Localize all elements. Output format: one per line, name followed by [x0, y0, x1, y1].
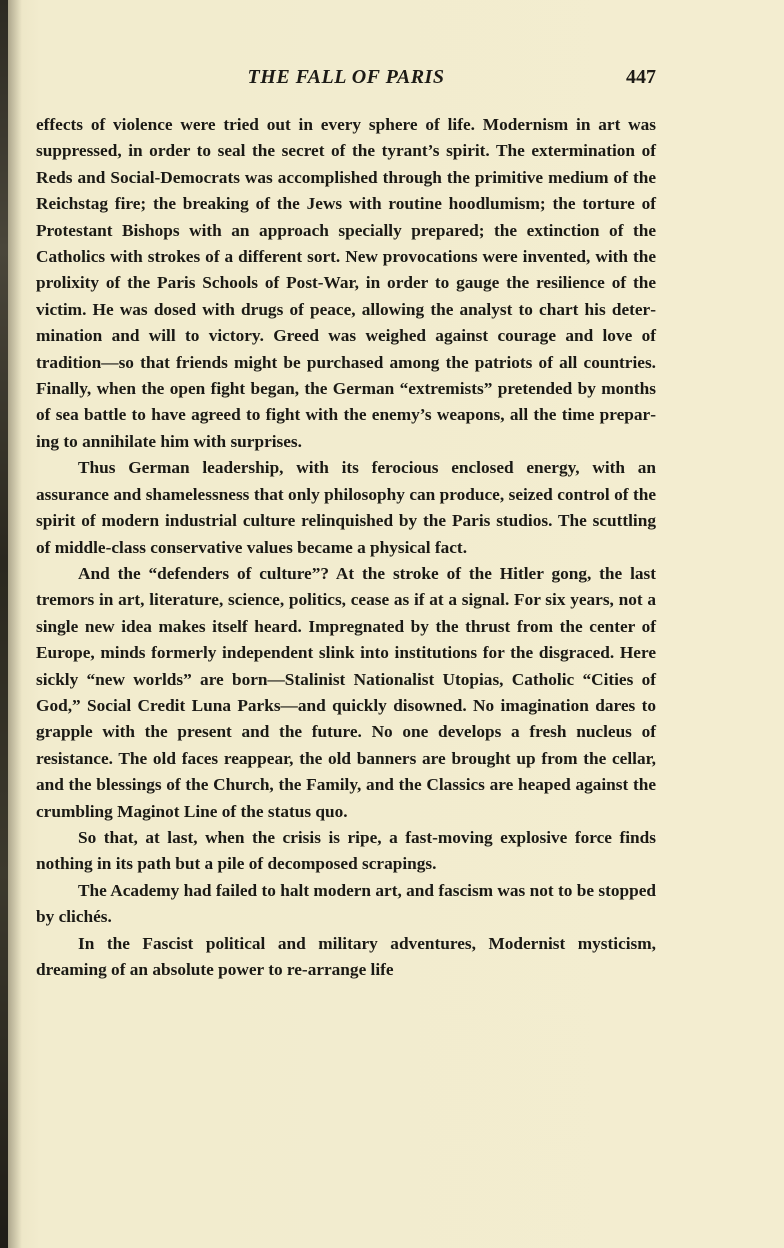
paragraph: So that, at last, when the crisis is ripe, a fast-moving explosive force finds nothing in its path but a pile of decomposed scrapings.: [36, 827, 656, 874]
paragraph: And the “defenders of culture”? At the stroke of the Hitler gong, the last tremors in art, literature, science, politics, cease as if at a signal. For six years, not a single new idea makes itself heard. Impregnated by the thrust from the center of Europe, minds formerly independent slink into institutions for the disgraced. Here sickly “new worlds” are born—Stalinist Nationalist Utopias, Catholic “Cities of God,” Social Credit Luna Parks—and quickly disowned. No imagination dares to grapple with the present and the future. No one develops a fresh nucleus of resistance. The old faces reappear, the old banners are brought up from the cellar, and the blessings of the Church, the Family, and the Classics are heaped against the crumbling Maginot Line of the status quo.: [36, 563, 656, 821]
running-title: THE FALL OF PARIS: [247, 66, 445, 88]
page-number: 447: [626, 66, 656, 88]
paragraph: effects of violence were tried out in every sphere of life. Modernism in art was suppressed, in order to seal the secret of the tyrant’s spirit. The extermination of Reds and Social-Democrats was accomplished through the primitive medium of the Reichstag fire; the breaking of the Jews with routine hoodlumism; the torture of Protestant Bishops with an approach specially prepared; the extinction of the Catholics with strokes of a different sort. New provocations were invented, with the prolixity of the Paris Schools of Post-War, in order to gauge the resilience of the victim. He was dosed with drugs of peace, allowing the analyst to chart his determination and will to victory. Greed was weighed against courage and love of tradition—so that friends might be purchased among the patriots of all countries. Finally, when the open fight began, the German “extremists” pretended by months of sea battle to have agreed to fight with the enemy’s weapons, all the time preparing to annihilate him with surprises.: [36, 115, 656, 451]
paragraph: The Academy had failed to halt modern art, and fascism was not to be stopped by clichés.: [36, 880, 656, 927]
paragraph: In the Fascist political and military adventures, Modernist mysticism, dreaming of an absolute power to re-arrange life: [36, 933, 656, 979]
book-spine-edge: [0, 0, 8, 1248]
body-text: [36, 112, 656, 983]
paragraph: Thus German leadership, with its ferocious enclosed energy, with an assurance and shamelessness that only philosophy can produce, seized control of the spirit of modern industrial culture relinquished by the Paris studios. The scuttling of middle-class conservative values became a physical fact.: [36, 458, 656, 557]
page-header: [36, 66, 656, 94]
gutter-shadow: [8, 0, 22, 1248]
